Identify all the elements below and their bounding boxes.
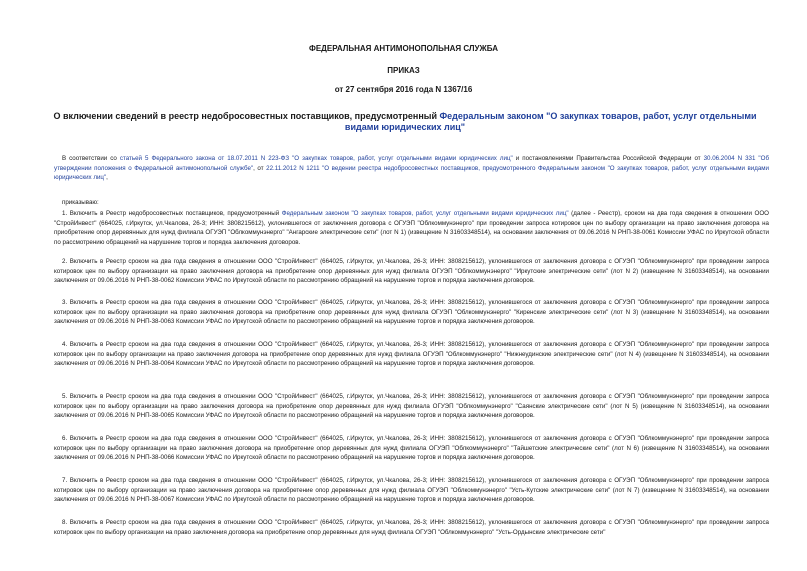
title-law-link[interactable]: Федеральным законом "О закупках товаров, работ, услуг отдельными видами юридических лиц"	[344, 111, 757, 132]
preamble-link-law-223[interactable]: статьей 5 Федерального закона от 18.07.2011 N 223-ФЗ "О закупках товаров, работ, услуг отдельными видами юридических лиц"	[119, 155, 513, 162]
preamble-text-4: ,	[106, 174, 108, 182]
item-3-paragraph: 3. Включить в Реестр сроком на два года сведения в отношении ООО "СтройИнвест" (664025, г.Иркутск, ул.Чкалова, 26-3; ИНН: 3808215612), уклонившегося от заключения договора с ОГУЭП "Облкоммунэнерго" при проведении запроса котировок цен по выбору организации на право заключения договора на приобретение опор деревянных для нужд филиала ОГУЭП "Облкоммунэнерго" "Киренские электрические сети" (лот N 3) (извещение N 31603348514), на основании заключения от 09.06.2016 N РНП-38-0063 Комиссии УФАС по Иркутской области по рассмотрению обращений на нарушение торгов и порядка заключения договоров.	[54, 299, 769, 326]
item-8-paragraph: 8. Включить в Реестр сроком на два года сведения в отношении ООО "СтройИнвест" (664025, г.Иркутск, ул.Чкалова, 26-3; ИНН: 3808215612), уклонившегося от заключения договора с ОГУЭП "Облкоммунэнерго" при проведении запроса котировок цен по выбору организации на право заключения договора на приобретение опор деревянных для нужд филиала ОГУЭП "Облкоммунэнерго" "Усть-Ордынские электрические сети"	[54, 519, 769, 536]
date-number-heading: от 27 сентября 2016 года N 1367/16	[334, 85, 473, 94]
item-7-paragraph: 7. Включить в Реестр сроком на два года сведения в отношении ООО "СтройИнвест" (664025, г.Иркутск, ул.Чкалова, 26-3; ИНН: 3808215612), уклонившегося от заключения договора с ОГУЭП "Облкоммунэнерго" при проведении запроса котировок цен по выбору организации на право заключения договора на приобретение опор деревянных для нужд филиала ОГУЭП "Облкоммунэнерго" "Усть-Кутские электрические сети" (лот N 7) (извещение N 31603348514), на основании заключения от 09.06.2016 N РНП-38-0067 Комиссии УФАС по Иркутской области по рассмотрению обращений на нарушение торгов и порядка заключения договоров.	[54, 477, 769, 504]
document-title	[40, 111, 770, 133]
preamble-link-decree-1211[interactable]: 22.11.2012 N 1211 "О ведении реестра недобросовестных поставщиков, предусмотренного Федеральным законом "О закупках товаров, работ, услуг отдельными видами юридических лиц"	[54, 164, 770, 182]
item-1-text-1: 1. Включить в Реестр недобросовестных поставщиков, предусмотренный	[62, 210, 282, 217]
item-2-paragraph: 2. Включить в Реестр сроком на два года сведения в отношении ООО "СтройИнвест" (664025, г.Иркутск, ул.Чкалова, 26-3; ИНН: 3808215612), уклонившегося от заключения договора с ОГУЭП "Облкоммунэнерго" при проведении запроса котировок цен по выбору организации на право заключения договора на приобретение опор деревянных для нужд филиала ОГУЭП "Облкоммунэнерго" "Иркутские электрические сети" (лот N 2) (извещение N 31603348514), на основании заключения от 09.06.2016 N РНП-38-0062 Комиссии УФАС по Иркутской области по рассмотрению обращений на нарушение торгов и порядка заключения договоров.	[54, 258, 769, 285]
preamble-link-decree-331[interactable]: 30.06.2004 N 331 "Об утверждении положения о Федеральной антимонопольной службе"	[54, 155, 769, 172]
preamble-paragraph	[54, 154, 769, 183]
item-1-law-link[interactable]: Федеральным законом "О закупках товаров, работ, услуг отдельными видами юридических лиц"	[281, 210, 569, 217]
order-word: приказываю:	[62, 199, 99, 206]
item-6-paragraph: 6. Включить в Реестр сроком на два года сведения в отношении ООО "СтройИнвест" (664025, г.Иркутск, ул.Чкалова, 26-3; ИНН: 3808215612), уклонившегося от заключения договора с ОГУЭП "Облкоммунэнерго" при проведении запроса котировок цен по выбору организации на право заключения договора на приобретение опор деревянных для нужд филиала ОГУЭП "Облкоммунэнерго" "Тайшетские электрические сети" (лот N 6) (извещение N 31603348514), на основании заключения от 09.06.2016 N РНП-38-0066 Комиссии УФАС по Иркутской области по рассмотрению обращений на нарушение торгов и порядка заключения договоров.	[54, 435, 769, 462]
item-4-paragraph: 4. Включить в Реестр сроком на два года сведения в отношении ООО "СтройИнвест" (664025, г.Иркутск, ул.Чкалова, 26-3; ИНН: 3808215612), уклонившегося от заключения договора с ОГУЭП "Облкоммунэнерго" при проведении запроса котировок цен по выбору организации на право заключения договора на приобретение опор деревянных для нужд филиала ОГУЭП "Облкоммунэнерго" "Нижнеудинские электрические сети" (лот N 4) (извещение N 31603348514), на основании заключения от 09.06.2016 N РНП-38-0064 Комиссии УФАС по Иркутской области по рассмотрению обращений на нарушение торгов и порядка заключения договоров.	[54, 341, 769, 368]
item-5-paragraph: 5. Включить в Реестр сроком на два года сведения в отношении ООО "СтройИнвест" (664025, г.Иркутск, ул.Чкалова, 26-3; ИНН: 3808215612), уклонившегося от заключения договора с ОГУЭП "Облкоммунэнерго" при проведении запроса котировок цен по выбору организации на право заключения договора на приобретение опор деревянных для нужд филиала ОГУЭП "Облкоммунэнерго" "Саянские электрические сети" (лот N 5) (извещение N 31603348514), на основании заключения от 09.06.2016 N РНП-38-0065 Комиссии УФАС по Иркутской области по рассмотрению обращений на нарушение торгов и порядка заключения договоров.	[54, 393, 769, 420]
preamble-text-1: В соответствии со	[62, 155, 120, 162]
preamble-text-2: и постановлениями Правительства Российской Федерации от	[512, 155, 704, 162]
agency-heading: ФЕДЕРАЛЬНАЯ АНТИМОНОПОЛЬНАЯ СЛУЖБА	[309, 44, 498, 53]
item-1-paragraph	[54, 209, 769, 247]
title-text: О включении сведений в реестр недобросовестных поставщиков, предусмотренный	[53, 111, 440, 121]
preamble-text-3: , от	[253, 164, 267, 172]
doc-type-heading: ПРИКАЗ	[387, 66, 420, 75]
item-1-text-2: (далее - Реестр), сроком на два года сведения в отношении ООО "СтройИнвест" (664025, г.Иркутск, ул.Чкалова, 26-3; ИНН: 3808215612), уклонившегося от заключения договора с ОГУЭП "Облкоммунэнерго" при проведении запроса котировок цен по выбору организации на право заключения договора на приобретение опор деревянных для нужд филиала ОГУЭП "Облкоммунэнерго" "Ангарские электрические сети" (лот N 1) (извещение N 31603348514), на основании заключения от 09.06.2016 N РНП-38-0061 Комиссии УФАС по Иркутской области по рассмотрению обращений на нарушение торгов и порядка заключения договоров.	[54, 210, 769, 246]
